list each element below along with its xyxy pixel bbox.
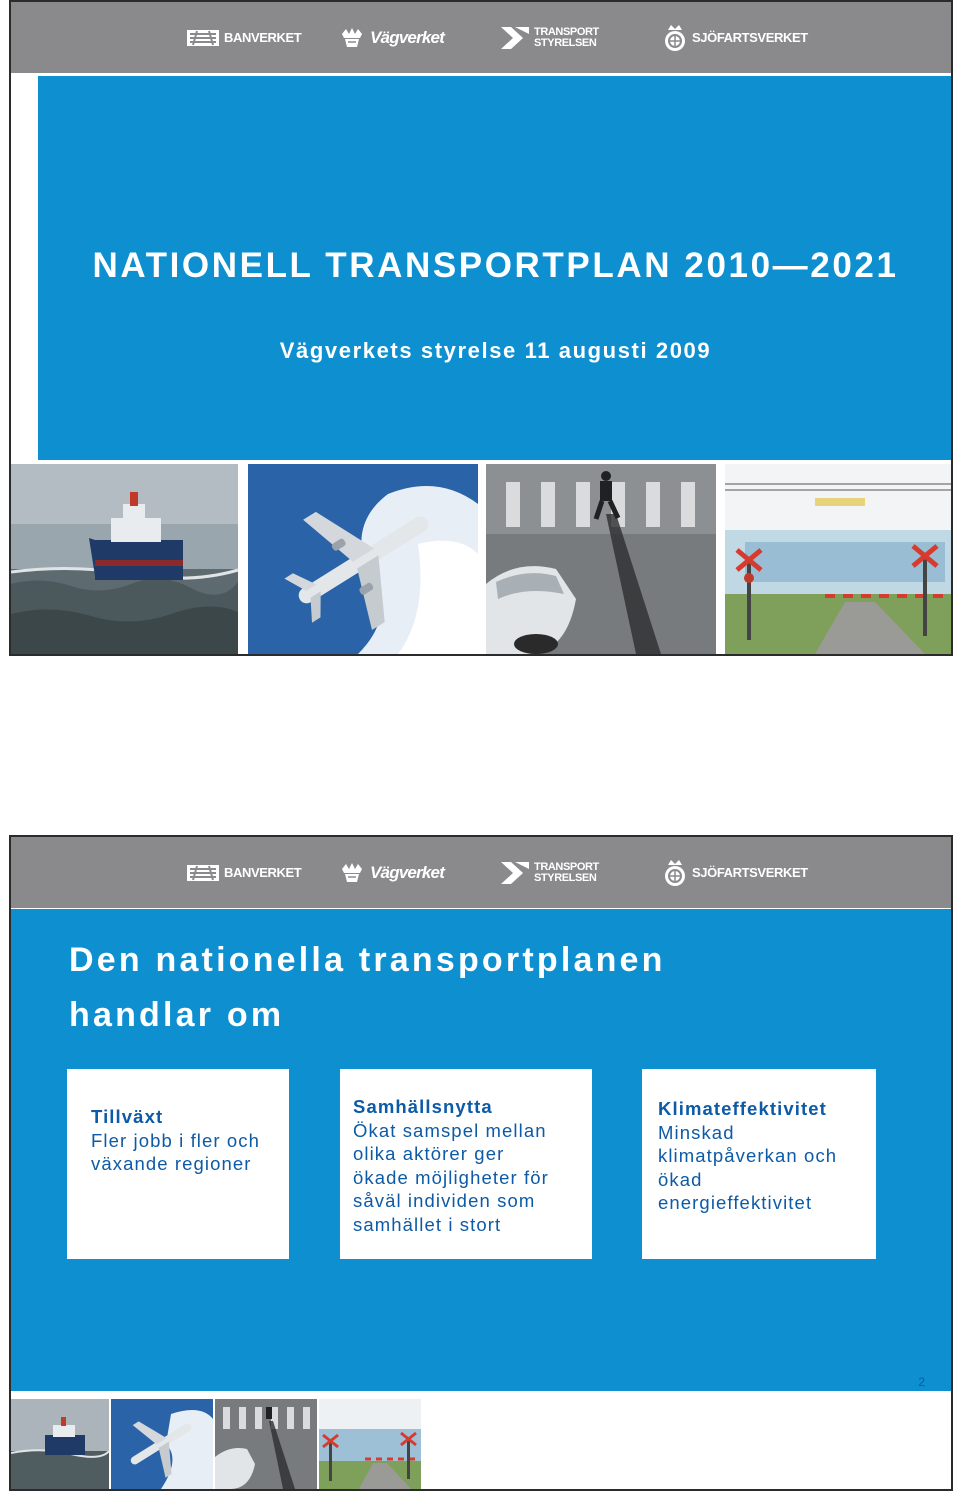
logo-bar (11, 2, 951, 73)
sjofartsverket-logo (663, 23, 808, 53)
rail-emblem-icon (187, 863, 219, 883)
rail-emblem-icon (187, 28, 219, 48)
card-line: Minskad (658, 1121, 735, 1143)
sjofartsverket-logo-text: SJÖFARTSVERKET (692, 30, 808, 45)
crown-seal-icon (663, 23, 687, 53)
presentation-title: NATIONELL TRANSPORTPLAN 2010—2021 (92, 246, 899, 285)
slide-title-line-2: handlar om (69, 996, 285, 1034)
card-line: såväl individen som (353, 1190, 536, 1211)
arrow-emblem-icon (501, 25, 529, 51)
card-line: klimatpåverkan och (658, 1145, 838, 1166)
banverket-logo-text: BANVERKET (224, 865, 302, 880)
thumbnail-strip (11, 1399, 421, 1489)
slide-title (69, 933, 666, 1043)
card-klimateffektivitet (642, 1069, 876, 1259)
railway-crossing-photo (725, 464, 953, 654)
card-line: Ökat samspel mellan (353, 1119, 547, 1141)
presentation-subtitle: Vägverkets styrelse 11 augusti 2009 (279, 338, 712, 363)
crown-emblem-icon (339, 25, 365, 51)
sjofartsverket-logo-text: SJÖFARTSVERKET (692, 865, 808, 880)
card-line: ökade möjligheter för (353, 1166, 549, 1188)
ship-photo (11, 464, 238, 654)
card-line: växande regioner (91, 1153, 252, 1174)
transportstyrelsen-logo (501, 25, 599, 51)
card-line: ökad (658, 1168, 703, 1190)
ship-thumbnail (11, 1399, 109, 1489)
card-line: energieffektivitet (658, 1192, 813, 1213)
title-panel (38, 76, 953, 460)
card-heading: Klimateffektivitet (658, 1098, 827, 1119)
vagverket-logo (339, 25, 444, 51)
card-tillvaxt (67, 1069, 289, 1259)
vagverket-logo-text: Vägverket (370, 27, 445, 47)
banverket-logo (187, 863, 301, 883)
card-line: samhället i stort (353, 1213, 502, 1235)
vagverket-logo (339, 860, 444, 886)
banverket-logo-text: BANVERKET (224, 30, 302, 45)
slide-2 (9, 835, 953, 1491)
transportstyrelsen-logo-text: TRANSPORT STYRELSEN (534, 25, 599, 49)
airplane-photo (248, 464, 478, 654)
card-line: Fler jobb i fler och (91, 1129, 261, 1151)
card-heading: Samhällsnytta (353, 1096, 493, 1117)
photo-strip (11, 464, 951, 654)
crown-seal-icon (663, 858, 687, 888)
airplane-thumbnail (111, 1399, 213, 1489)
transportstyrelsen-logo-text: TRANSPORT STYRELSEN (534, 860, 599, 884)
page-number: 2 (918, 1375, 925, 1389)
railway-crossing-thumbnail (319, 1399, 421, 1489)
vagverket-logo-text: Vägverket (370, 862, 445, 882)
pedestrian-crossing-thumbnail (215, 1399, 317, 1489)
card-line: olika aktörer ger (353, 1143, 505, 1164)
banverket-logo (187, 28, 301, 48)
slide-title-line-1: Den nationella transportplanen (69, 941, 666, 979)
pedestrian-crossing-photo (486, 464, 716, 654)
sjofartsverket-logo (663, 858, 808, 888)
card-samhallsnytta (340, 1069, 592, 1259)
transportstyrelsen-logo (501, 860, 599, 886)
logo-bar (11, 837, 951, 908)
crown-emblem-icon (339, 860, 365, 886)
slide-1 (9, 0, 953, 656)
arrow-emblem-icon (501, 860, 529, 886)
card-heading: Tillväxt (91, 1106, 164, 1127)
